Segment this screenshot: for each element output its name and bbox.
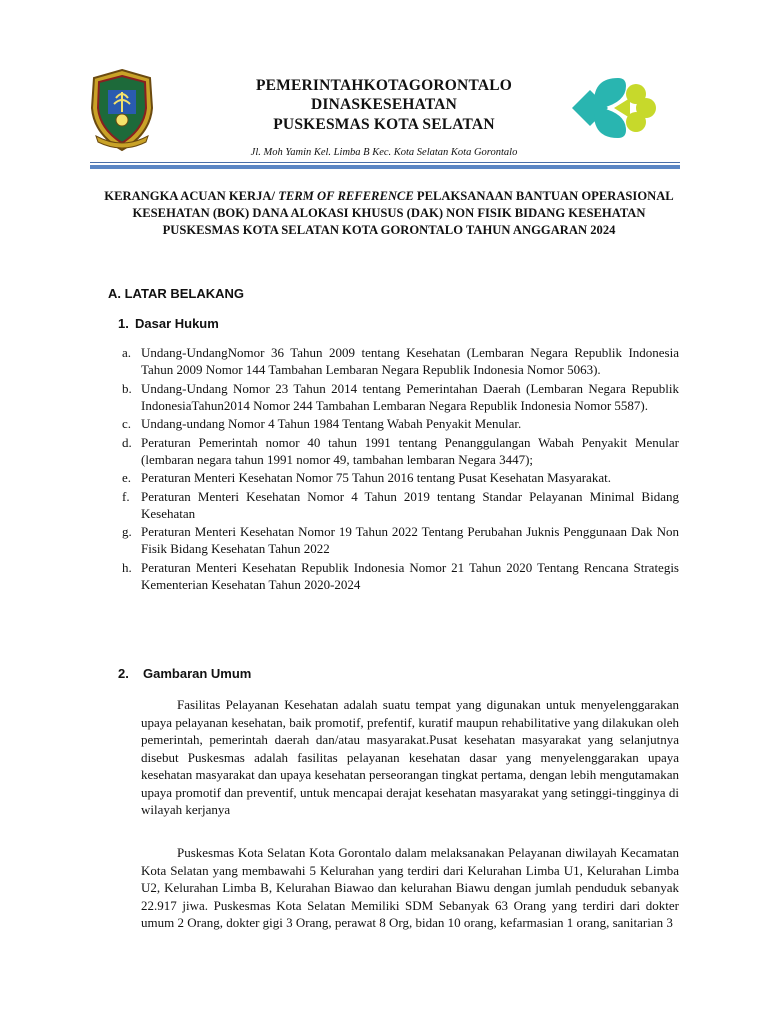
dasar-hukum-heading: 1. Dasar Hukum: [118, 316, 219, 331]
list-item: c. Undang-undang Nomor 4 Tahun 1984 Tentang Wabah Penyakit Menular.: [122, 416, 522, 431]
list-item: d. Peraturan Pemerintah nomor 40 tahun 1991 tentang Penanggulangan Wabah Penyakit Menular (lembaran negara tahun 1991 nomor 49, tambahan lembaran Negara 3447);: [122, 434, 679, 467]
list-item: a. Undang-UndangNomor 36 Tahun 2009 tentang Kesehatan (Lembaran Negara Republik Indonesia Tahun 2009 Nomor 144 Tambahan Lembaran Negara Republik Indonesia Nomor 5063).: [122, 345, 679, 377]
gambaran-umum-paragraph-1: Fasilitas Pelayanan Kesehatan adalah suatu tempat yang digunakan untuk menyelenggarakan upaya pelayanan kesehatan, baik promotif, prefentif, kuratif maupun rehabilitative yang dilakukan oleh pemerintah, pemerintah daerah dan/atau masyarakat.Pusat kesehatan masyarakat yang selanjutnya disebut Puskesmas adalah fasilitas pelayanan kesehatan dasar yang menyelenggarakan upaya kesehatan masyarakat dan upaya kesehatan perseorangan tingkat pertama, dengan lebih mengutamakan upaya promotif dan preventif, untuk mencapai derajat kesehatan masyarakat yang setinggi-tingginya di wilayah kerjanya: [141, 697, 679, 817]
list-item: h. Peraturan Menteri Kesehatan Republik Indonesia Nomor 21 Tahun 2020 Tentang Rencana Strategis Kementerian Kesehatan Tahun 2020-2024: [122, 559, 679, 592]
letterhead-address: Jl. Moh Yamin Kel. Limba B Kec. Kota Selatan Kota Gorontalo: [250, 147, 518, 158]
letterhead-puskesmas: PUSKESMAS KOTA SELATAN: [273, 116, 495, 133]
list-item: b. Undang-Undang Nomor 23 Tahun 2014 tentang Pemerintahan Daerah (Lembaran Negara Republik IndonesiaTahun2014 Nomor 244 Tambahan Lembaran Negara Republik Indonesia Nomor 5587).: [122, 380, 679, 413]
letterhead-divider-thick: [90, 165, 680, 169]
gambaran-umum-paragraph-2: Puskesmas Kota Selatan Kota Gorontalo dalam melaksanakan Pelayanan diwilayah Kecamatan Kota Selatan yang membawahi 5 Kelurahan yang terdiri dari Kelurahan Limba U1, Kelurahan Limba U2, Kelurahan Limba B, Kelurahan Biawao dan kelurahan Biawu dengan jumlah penduduk sebanyak 22.917 jiwa. Puskesmas Kota Selatan Memiliki SDM Sebanyak 63 Orang yang terdiri dari dokter umum 2 Orang, dokter gigi 3 Orang, perawat 8 Org, bidan 10 orang, kefarmasian 1 orang, sanitarian 3: [141, 845, 679, 930]
letterhead-government: PEMERINTAHKOTAGORONTALO: [255, 77, 513, 94]
letterhead-department: DINASKESEHATAN: [310, 96, 458, 113]
gambaran-umum-heading: 2. Gambaran Umum: [118, 666, 252, 681]
list-item: f. Peraturan Menteri Kesehatan Nomor 4 Tahun 2019 tentang Standar Pelayanan Minimal Bidang Kesehatan: [122, 488, 679, 521]
document-title: KERANGKA ACUAN KERJA/ TERM OF REFERENCE PELAKSANAAN BANTUAN OPERASIONAL KESEHATAN (BOK) DANA ALOKASI KHUSUS (DAK) NON FISIK BIDANG KESEHATAN PUSKESMAS KOTA SELATAN KOTA GORONTALO TAHUN ANGGARAN 2024: [104, 189, 674, 237]
list-item: g. Peraturan Menteri Kesehatan Nomor 19 Tahun 2022 Tentang Perubahan Juknis Penggunaan Dak Non Fisik Bidang Kesehatan Tahun 2022: [122, 524, 679, 556]
list-item: e. Peraturan Menteri Kesehatan Nomor 75 Tahun 2016 tentang Pusat Kesehatan Masyarakat.: [122, 470, 611, 485]
letterhead-divider-thin: [90, 162, 680, 163]
section-a-heading: A. LATAR BELAKANG: [108, 286, 245, 301]
legal-basis-list: [122, 344, 679, 594]
